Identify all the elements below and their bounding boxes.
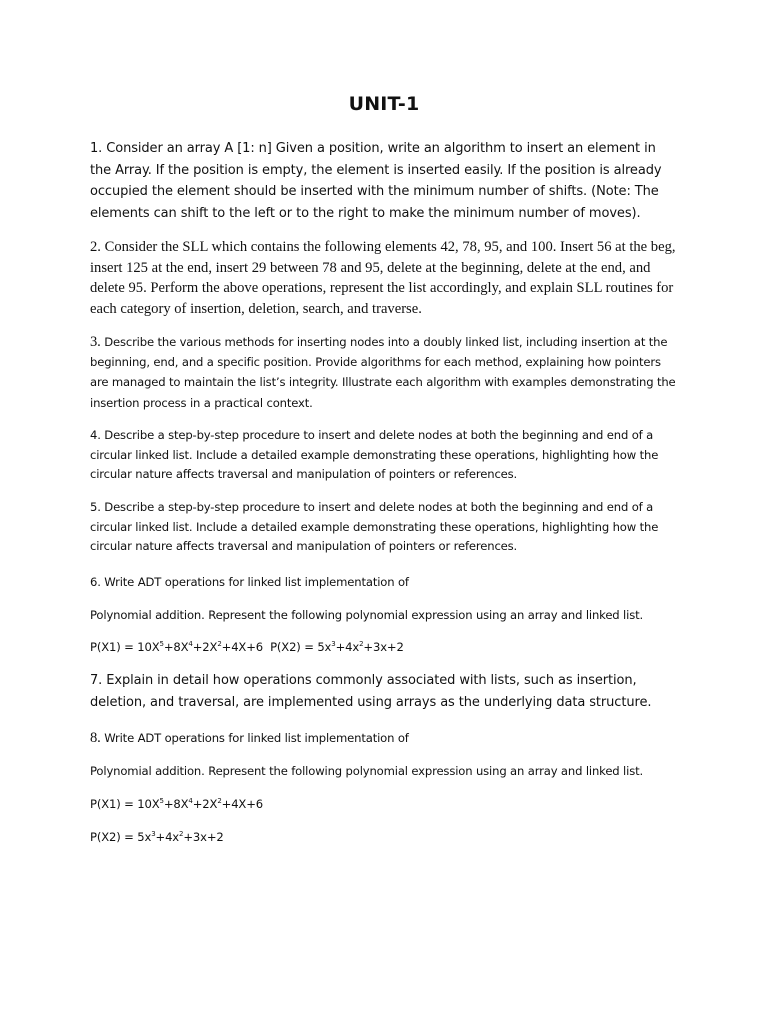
q8-p1-exp2: 4	[188, 797, 193, 806]
page-title: UNIT-1	[348, 93, 420, 115]
question-8-number: 8.	[90, 730, 101, 746]
q6-p2-exp1: 3	[331, 640, 336, 649]
q6-p1-exp2: 4	[188, 640, 193, 649]
q6-p2-prefix: P(X2) = 5x	[270, 640, 332, 654]
q6-p2-mid1: +4x	[335, 640, 360, 654]
question-8-text: Write ADT operations for linked list implementation of	[100, 731, 409, 745]
q8-p1-prefix: P(X1) = 10X	[90, 797, 160, 811]
question-6-line-2: Polynomial addition. Represent the following polynomial expression using an array and linked list.	[90, 608, 644, 622]
question-8-polynomial-2	[90, 828, 678, 846]
question-7: 7. Explain in detail how operations commonly associated with lists, such as insertion, deletion, and traversal, are implemented using arrays as the underlying data structure.	[90, 673, 652, 710]
q6-p2-exp2: 2	[359, 640, 364, 649]
q8-p1-exp3: 2	[217, 797, 222, 806]
question-2: 2. Consider the SLL which contains the following elements 42, 78, 95, and 100. Insert 56 at the beg, insert 125 at the end, insert 29 between 78 and 95, delete at the beginning, delete at the end, and delete 95. Perform the above operations, represent the list accordingly, and explain SLL routines for each category of insertion, deletion, search, and traverse.	[90, 239, 676, 318]
question-3-text: Describe the various methods for inserting nodes into a doubly linked list, including insertion at the beginning, end, and a specific position. Provide algorithms for each method, explaining how pointers are managed to maintain the list’s integrity. Illustrate each algorithm with examples demonstrating the insertion process in a practical context.	[90, 335, 676, 410]
question-6-line-1: 6. Write ADT operations for linked list implementation of	[90, 575, 409, 589]
q6-p2-suffix: +3x+2	[363, 640, 404, 654]
q8-p2-exp1: 3	[151, 830, 156, 839]
q6-p1-mid2: +2X	[192, 640, 218, 654]
q8-p2-prefix: P(X2) = 5x	[90, 830, 152, 844]
q8-p1-exp1: 5	[159, 797, 164, 806]
q6-p1-exp1: 5	[159, 640, 164, 649]
question-3	[90, 332, 678, 413]
q6-p1-mid1: +8X	[163, 640, 189, 654]
q8-p2-mid1: +4x	[155, 830, 180, 844]
q6-p1-exp3: 2	[217, 640, 222, 649]
q8-p2-exp2: 2	[179, 830, 184, 839]
question-1: 1. Consider an array A [1: n] Given a position, write an algorithm to insert an element in the Array. If the position is empty, the element is inserted easily. If the position is already occupied the element should be inserted with the minimum number of shifts. (Note: The elements can shift to the left or to the right to make the minimum number of moves).	[90, 141, 662, 222]
q8-p1-mid2: +2X	[192, 797, 218, 811]
question-5: 5. Describe a step-by-step procedure to insert and delete nodes at both the beginning and end of a circular linked list. Include a detailed example demonstrating these operations, highlighting how the circular nature affects traversal and manipulation of pointers or references.	[90, 500, 659, 554]
q8-p2-suffix: +3x+2	[183, 830, 224, 844]
q6-p1-suffix: +4X+6	[221, 640, 263, 654]
question-8-polynomial-1	[90, 795, 678, 813]
q8-p1-suffix: +4X+6	[221, 797, 263, 811]
question-8-line-1	[90, 728, 678, 748]
question-3-number: 3.	[90, 334, 101, 350]
question-6-polynomials	[90, 638, 678, 656]
q8-p1-mid1: +8X	[163, 797, 189, 811]
q6-p1-prefix: P(X1) = 10X	[90, 640, 160, 654]
question-8-line-2: Polynomial addition. Represent the following polynomial expression using an array and linked list.	[90, 764, 644, 778]
question-4: 4. Describe a step-by-step procedure to insert and delete nodes at both the beginning and end of a circular linked list. Include a detailed example demonstrating these operations, highlighting how the circular nature affects traversal and manipulation of pointers or references.	[90, 428, 659, 482]
